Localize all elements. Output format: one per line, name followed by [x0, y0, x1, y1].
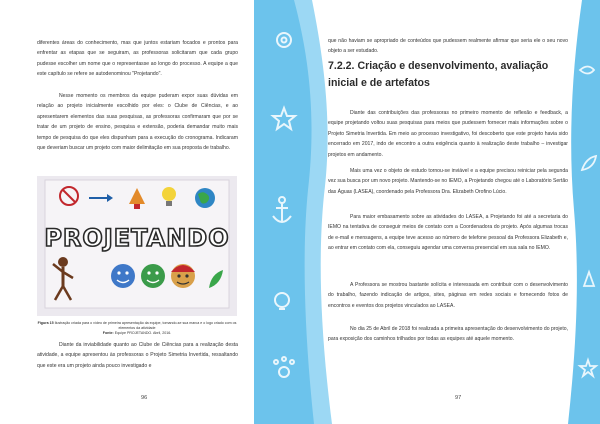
left-page: [0, 0, 296, 424]
right-paragraph-1: Diante das contribuições das professoras no primeiro momento de reflexão e feedback, a equipe projetando voltou suas pesquisas para meios que pudessem fornecer mais informações sobre o Projeto Simetria Invertida. Em meio ao processo investigativo, foi descoberto que este projeto havia sido encerrado em 2017, indo de encontro a outra exigência quanto à realização deste trabalho – investigar projetos em andamento.: [328, 110, 568, 158]
right-paragraph-2: Mais uma vez o objeto de estudo tornou-se inviável e a equipe precisou reiniciar pela segunda vez sua busca por um novo projeto. Mantendo-se no IEMO, a Projetando chegou até o Laboratório Sertão das Águas (LASEA), coordenado pela Professora Dra. Elizabeth Orofino Lúcio.: [328, 168, 568, 195]
figure-photo: [37, 176, 237, 316]
face-green-icon: [141, 264, 165, 288]
page-number-left: 96: [141, 395, 148, 401]
figure-caption: [37, 321, 237, 336]
left-paragraph-1: diferentes áreas do conhecimento, mas que juntos estariam focados e prontos para enfrentar as etapas que se seguiram, as professoras solicitaram que cada grupo pudesse escolher um nome que o representasse ao longo do processo. A equipe a que este capítulo se refere se autodenominou "Projetando".: [37, 40, 238, 78]
page-number-right: 97: [455, 395, 462, 401]
figure-source-label: Fonte:: [102, 331, 114, 335]
face-blue-icon: [111, 264, 135, 288]
right-paragraph-3: Para maior embasamento sobre as atividades do LASEA, a Projetando foi até a secretaria do IEMO na tentativa de conseguir meios de contato com a Coordenadora do projeto. Após algumas trocas de e-mail e mensagens, a equipe teve acesso ao número de telefone pessoal da Professora Elizabeth e, ao entrar em contato com ela, conseguiu agendar uma conversa presencial em sua sala no IEMO.: [328, 214, 568, 252]
right-intro-paragraph: que não haviam se apropriado de conteúdos que pudessem realmente afirmar que seria ele o seu novo objeto a ser estudado.: [328, 38, 568, 55]
figure-label: Figura 15: [37, 321, 54, 325]
projetando-drawing: [37, 176, 237, 316]
figure-caption-text: Ilustração criada para o vídeo de primeira apresentação da equipe, tomando-se sua marca e o logo criado com os elementos da atividade: [54, 321, 237, 330]
right-paragraph-4: A Professora se mostrou bastante solícita e interessada em contribuir com o desenvolvimento do trabalho, fazendo indicação de artigos, sites, páginas em redes sociais e fornecendo fotos de encontros e eventos dos projetos vinculados ao LASEA.: [328, 282, 568, 309]
right-paragraph-5: No dia 25 de Abril de 2018 foi realizada a primeira apresentação do desenvolvimento do projeto, para exposição dos caminhos trilhados por todas as equipes até aquele momento.: [328, 326, 568, 343]
section-heading: 7.2.2. Criação e desenvolvimento, avaliação inicial e de artefatos: [328, 60, 549, 89]
globe-icon: [195, 188, 215, 208]
face-red-icon: [171, 264, 195, 288]
left-paragraph-3: Diante da inviabilidade quanto ao Clube de Ciências para a realização desta atividade, a equipe apresentou às professoras o Projeto Simetria Invertida, ressaltando que este era um projeto ainda pouco investigado e: [37, 342, 238, 369]
drawing-banner-text: PROJETANDO: [44, 224, 230, 252]
left-paragraph-2: Nesse momento os membros da equipe puderam expor suas dúvidas em relação ao projeto inicialmente escolhido por eles: o Clube de Ciências, e ao apresentarem elementos das suas pesquisas, as professoras confirmaram que por se tratar de um projeto de ensino, pesquisa e extensão, poderia demandar muito mais tempo de pesquisa do que eles dispunham para a execução do cronograma. Indicaram que deveriam buscar um projeto com maior delimitação em sua proposta de trabalho.: [37, 93, 238, 152]
figure-source: Equipe PROJETANDO. Abril, 2016.: [114, 331, 172, 335]
